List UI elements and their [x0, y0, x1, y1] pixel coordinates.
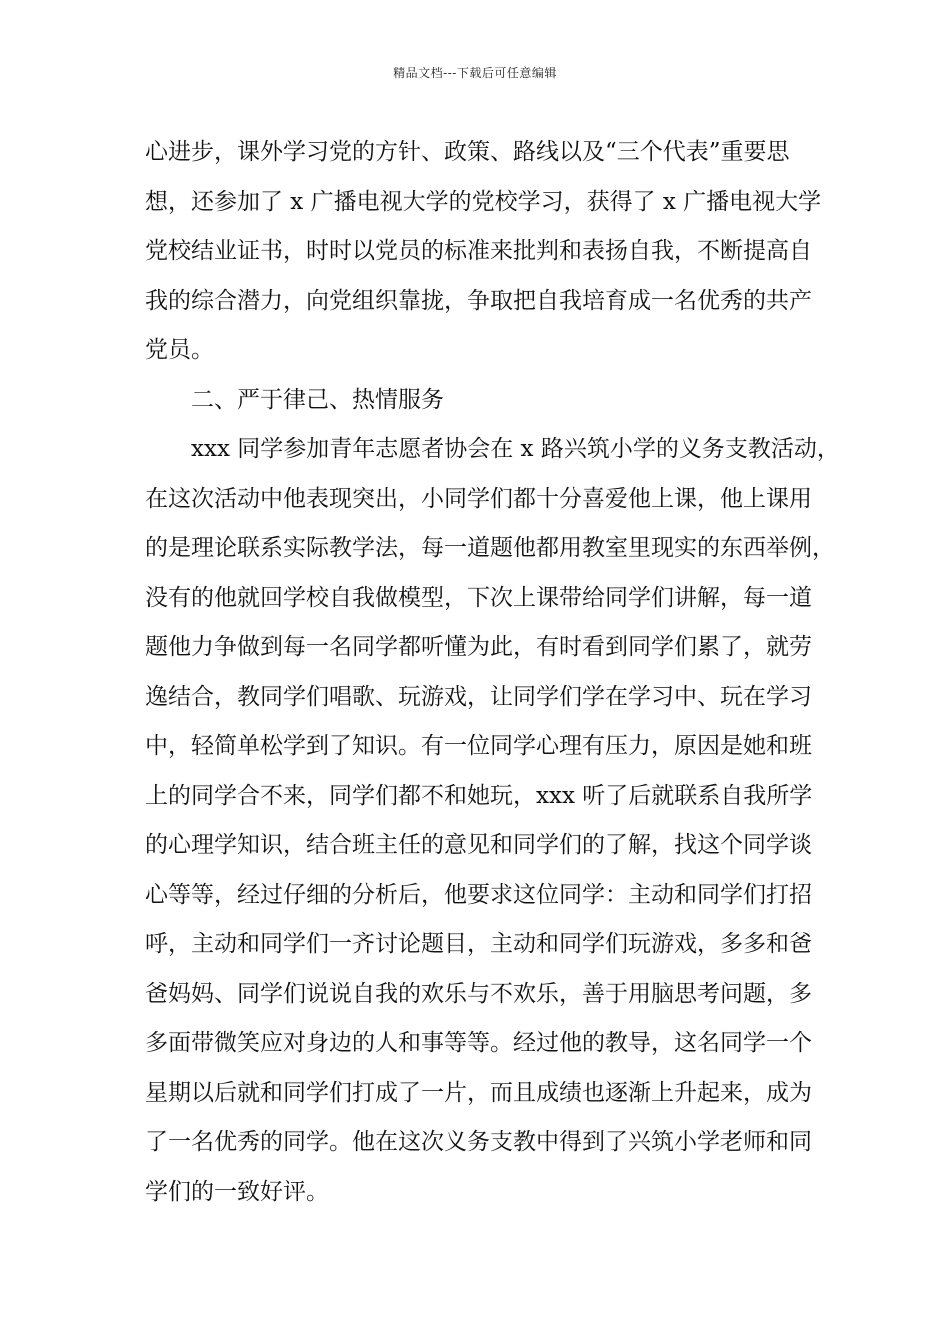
text-line: 心等等，经过仔细的分析后，他要求这位同学：主动和同学们打招 — [145, 881, 812, 908]
text-line: 题他力争做到每一名同学都听懂为此，有时看到同学们累了，就劳 — [145, 634, 812, 660]
text-line: 呼，主动和同学们一齐讨论题目，主动和同学们玩游戏，多多和爸 — [145, 931, 812, 957]
section-heading: 二、严于律己、热情服务 — [191, 386, 444, 413]
text-line: 在这次活动中他表现突出，小同学们都十分喜爱他上课，他上课用 — [145, 485, 812, 512]
text-line: 逸结合，教同学们唱歌、玩游戏，让同学们学在学习中、玩在学习 — [145, 683, 812, 710]
text-line: 的是理论联系实际教学法，每一道题他都用教室里现实的东西举例， — [145, 535, 835, 561]
text-line: 的心理学知识，结合班主任的意见和同学们的了解，找这个同学谈 — [145, 832, 812, 858]
document-body — [145, 128, 840, 1217]
text-line: 学们的一致好评。 — [145, 1178, 329, 1205]
text-line: 党员。 — [145, 337, 214, 363]
text-line: 星期以后就和同学们打成了一片，而且成绩也逐渐上升起来，成为 — [145, 1079, 812, 1106]
text-line: 没有的他就回学校自我做模型，下次上课带给同学们讲解，每一道 — [145, 584, 812, 611]
page-header: 精品文档---下载后可任意编辑 — [393, 66, 557, 80]
text-line: 多面带微笑应对身边的人和事等等。经过他的教导，这名同学一个 — [145, 1030, 812, 1056]
text-line: 中，轻简单松学到了知识。有一位同学心理有压力，原因是她和班 — [145, 733, 812, 759]
text-line: 想，还参加了 x 广播电视大学的党校学习，获得了 x 广播电视大学 — [145, 188, 822, 215]
text-line: 了一名优秀的同学。他在这次义务支教中得到了兴筑小学老师和同 — [145, 1129, 812, 1155]
paragraph-first-line: xxx 同学参加青年志愿者协会在 x 路兴筑小学的义务支教活动， — [191, 436, 840, 462]
text-line: 爸妈妈、同学们说说自我的欢乐与不欢乐，善于用脑思考问题，多 — [145, 980, 812, 1007]
text-line: 我的综合潜力，向党组织靠拢，争取把自我培育成一名优秀的共产 — [145, 287, 812, 314]
text-line: 党校结业证书，时时以党员的标准来批判和表扬自我，不断提高自 — [145, 238, 812, 264]
text-line: 心进步，课外学习党的方针、政策、路线以及“三个代表”重要思 — [145, 139, 790, 165]
text-line: 上的同学合不来，同学们都不和她玩，xxx 听了后就联系自我所学 — [145, 782, 813, 809]
